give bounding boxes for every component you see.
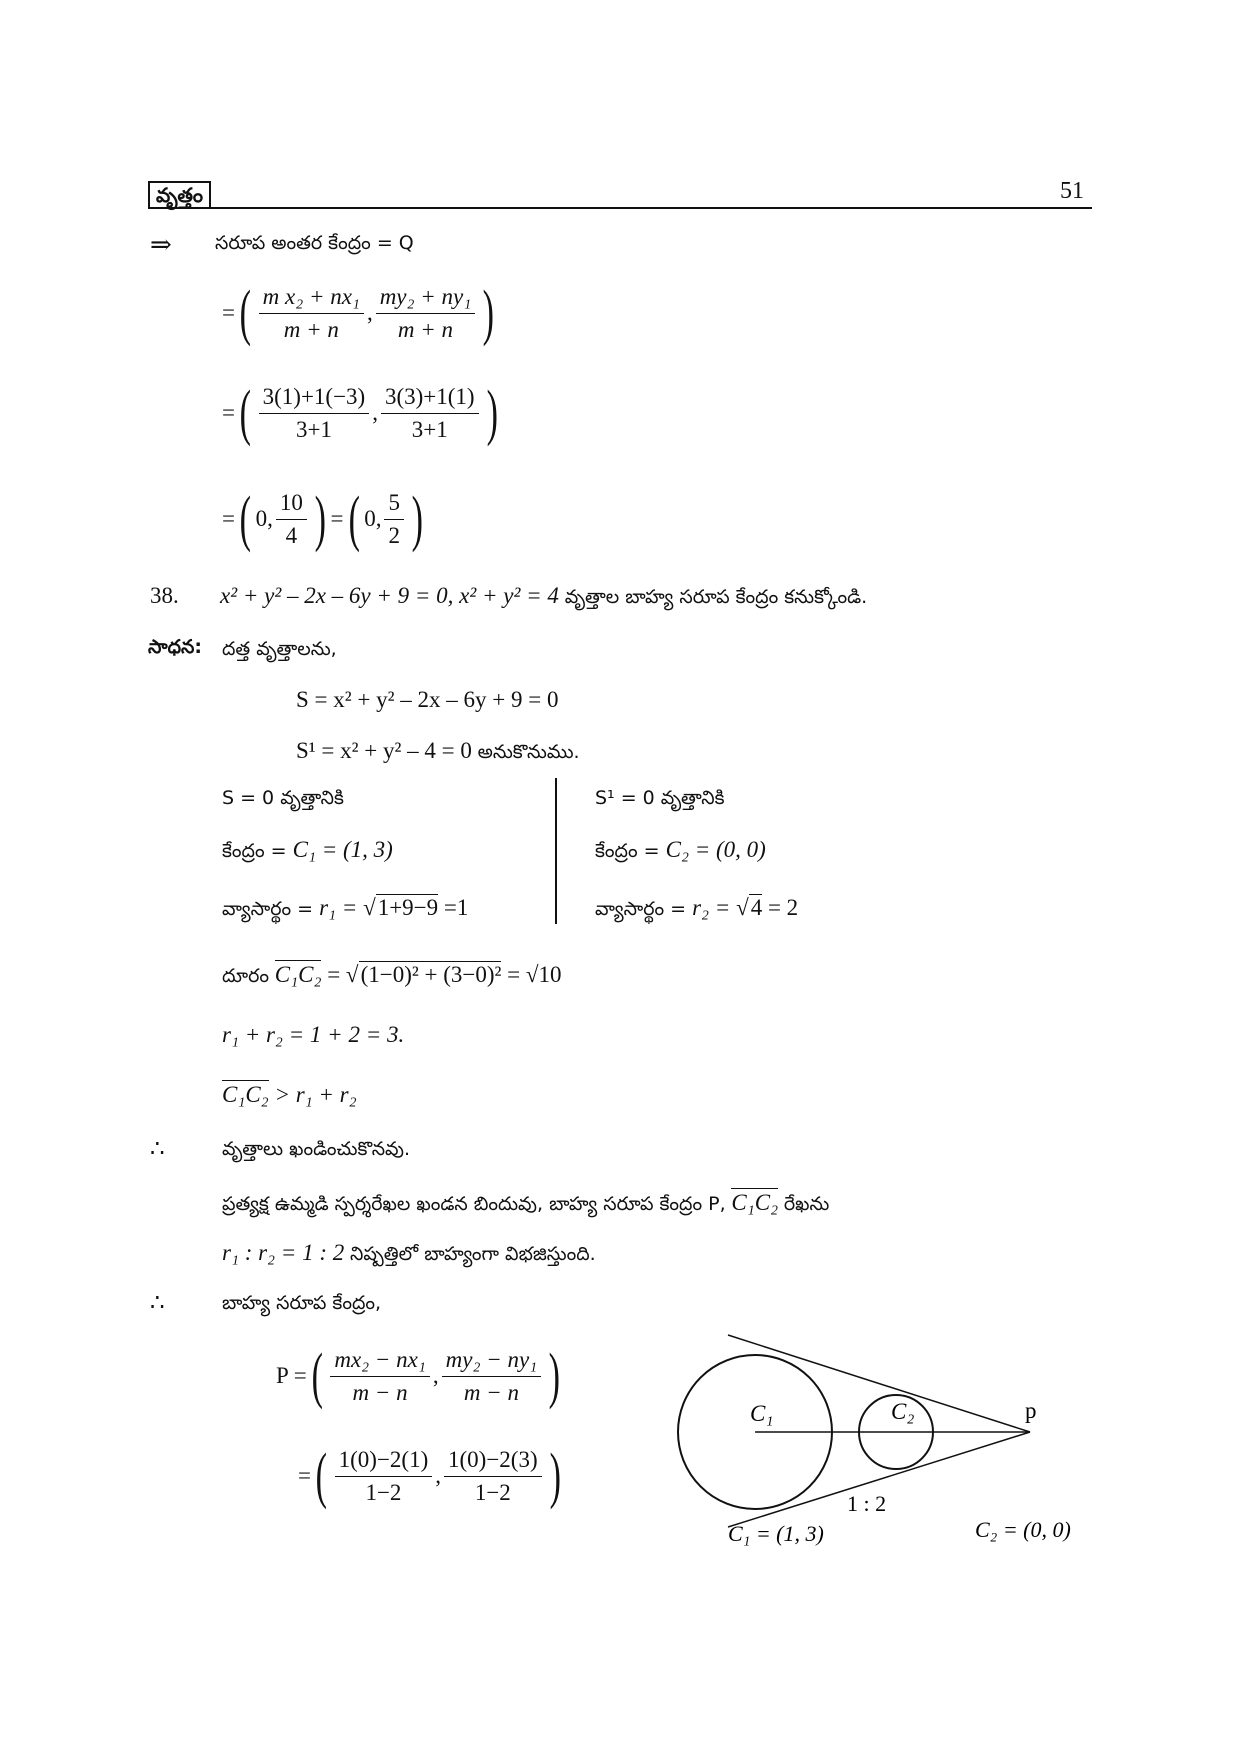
para-segment: C₁C₂ bbox=[731, 1190, 779, 1215]
centre-value: C₂ = (0, 0) bbox=[665, 837, 766, 862]
eq-sign: = bbox=[222, 300, 235, 325]
right-col-title: S¹ = 0 వృత్తానికి bbox=[595, 787, 725, 809]
P2-den-x: 1−2 bbox=[365, 1479, 402, 1505]
step3-a-den: 4 bbox=[285, 522, 298, 548]
formula-step1: = ( $\frac{\text{m x₂ + nx₁}}{m + n}$ , $\frac{\text{my₂ + ny₁}}{m + n}$ ) bbox=[222, 279, 495, 347]
para-text1: ప్రత్యక్ష ఉమ్మడి స్పర్శరేఖల ఖండన బిందువు, బాహ్య సరూప కేంద్రం P, bbox=[222, 1193, 726, 1215]
right-col-centre bbox=[595, 837, 766, 867]
radius-lhs: r₂ = bbox=[692, 895, 737, 920]
left-col-title: S = 0 వృత్తానికి bbox=[222, 787, 344, 809]
problem-statement bbox=[220, 583, 867, 613]
distance-label: దూరం bbox=[222, 965, 270, 987]
centre-label: కేంద్రం = bbox=[595, 840, 666, 862]
centre-value: C₁ = (1, 3) bbox=[292, 837, 393, 862]
step3-b-left: 0, bbox=[364, 506, 382, 531]
solution-intro: దత్త వృత్తాలను, bbox=[222, 638, 337, 660]
column-divider bbox=[555, 778, 557, 924]
label-p: p bbox=[1025, 1398, 1037, 1423]
P1-num-x: mx₂ − nx₁ bbox=[334, 1346, 426, 1372]
header-rule bbox=[148, 207, 1092, 209]
compare-rest: > r₁ + r₂ bbox=[274, 1082, 357, 1107]
step2-num-y: 3(3)+1(1) bbox=[381, 384, 479, 414]
step2-num-x: 3(1)+1(−3) bbox=[259, 384, 370, 414]
formula-step2: = ( $\frac{3(1)+1(-3)}{3+1}$ , $\frac{3(3)+1(1)}{3+1}$ ) bbox=[222, 379, 498, 447]
P1-den-y: m − n bbox=[463, 1379, 519, 1405]
step1-den-y: m + n bbox=[397, 316, 454, 342]
paragraph-line2 bbox=[222, 1240, 596, 1270]
compare-segment: C₁C₂ bbox=[222, 1082, 269, 1107]
radius-result: = 2 bbox=[767, 895, 799, 920]
radius-result: =1 bbox=[443, 895, 469, 920]
tangent-circles-diagram bbox=[660, 1320, 1090, 1580]
eq-sign: = bbox=[330, 506, 344, 531]
step3-b-den: 2 bbox=[388, 522, 400, 548]
right-col-radius: వ్యాసార్థం = r₂ = √4 = 2 bbox=[595, 895, 799, 920]
P1-num-y: my₂ − ny₁ bbox=[445, 1346, 538, 1372]
radius-sqrt: 4 bbox=[750, 895, 763, 920]
P1-den-x: m − n bbox=[352, 1379, 408, 1405]
left-col-radius: వ్యాసార్థం = r₁ = √1+9−9 =1 bbox=[222, 895, 469, 920]
paragraph-line1 bbox=[222, 1190, 829, 1220]
step3-a-num: 10 bbox=[276, 490, 307, 520]
para-ratio: r₁ : r₂ = 1 : 2 bbox=[222, 1240, 345, 1265]
solution-label: సాధన: bbox=[148, 636, 202, 658]
step2-den-y: 3+1 bbox=[411, 416, 448, 442]
internal-centre-lead: సరూప అంతర కేంద్రం = Q bbox=[215, 232, 414, 254]
distance-segment: C₁C₂ bbox=[274, 962, 322, 987]
S1-equation: S¹ = x² + y² – 4 = 0 bbox=[296, 738, 472, 763]
problem-text: వృత్తాల బాహ్య సరూప కేంద్రం కనుక్కోండి. bbox=[564, 586, 868, 608]
eq-sign: = bbox=[222, 506, 235, 531]
radius-sqrt: 1+9−9 bbox=[377, 895, 439, 920]
left-col-centre bbox=[222, 837, 393, 867]
eq-sign: = bbox=[298, 1463, 311, 1488]
problem-number: 38. bbox=[150, 583, 179, 608]
distance-result: = √10 bbox=[507, 962, 562, 987]
comparison bbox=[222, 1082, 357, 1108]
step2-den-x: 3+1 bbox=[295, 416, 332, 442]
sum-radii: r₁ + r₂ = 1 + 2 = 3. bbox=[222, 1022, 405, 1047]
P-formula-step2: = ( $\frac{1(0)-2(1)}{1-2}$ , $\frac{1(0)-2(3)}{1-2}$ ) bbox=[298, 1442, 561, 1510]
radius-lhs: r₁ = bbox=[319, 895, 364, 920]
conclusion-2: బాహ్య సరూప కేంద్రం, bbox=[222, 1292, 382, 1314]
c2-coordinate: C₂ = (0, 0) bbox=[975, 1517, 1071, 1542]
step1-den-x: m + n bbox=[283, 316, 339, 342]
step3-a-left: 0, bbox=[255, 506, 273, 531]
step3-b-num: 5 bbox=[384, 490, 404, 520]
label-c2: C₂ bbox=[891, 1399, 915, 1424]
implies-symbol: ⇒ bbox=[150, 230, 172, 259]
radius-label: వ్యాసార్థం = bbox=[595, 898, 693, 920]
S-definition: S = x² + y² – 2x – 6y + 9 = 0 bbox=[296, 687, 559, 712]
eq-sign: = bbox=[222, 400, 235, 425]
radius-label: వ్యాసార్థం = bbox=[222, 898, 320, 920]
P2-den-y: 1−2 bbox=[474, 1479, 511, 1505]
chapter-title: వృత్తం bbox=[148, 181, 211, 209]
S1-suffix: అనుకొనుము. bbox=[477, 741, 580, 763]
c1-coordinate: C₁ = (1, 3) bbox=[728, 1521, 824, 1546]
ratio-label: 1 : 2 bbox=[847, 1491, 887, 1516]
para-text2: నిష్పత్తిలో బాహ్యంగా విభజిస్తుంది. bbox=[349, 1243, 596, 1265]
P2-num-y: 1(0)−2(3) bbox=[444, 1447, 542, 1477]
P-formula-step1: P = ( $\frac{\text{mx₂ − nx₁}}{m - n}$ , $\frac{\text{my₂ − ny₁}}{m - n}$ ) bbox=[276, 1342, 561, 1410]
distance-line: దూరం C₁C₂ = √(1−0)² + (3−0)² = √10 bbox=[222, 962, 562, 987]
P2-num-x: 1(0)−2(1) bbox=[335, 1447, 433, 1477]
centre-label: కేంద్రం = bbox=[222, 840, 293, 862]
para-text1b: రేఖను bbox=[783, 1193, 830, 1215]
S1-definition bbox=[296, 738, 580, 768]
step1-num-y: my₂ + ny₁ bbox=[379, 283, 472, 309]
formula-step3: = ( 0, $\frac{10}{4}$ ) = ( 0, $\frac{5}{2}$ ) bbox=[222, 485, 423, 553]
step1-num-x: m x₂ + nx₁ bbox=[262, 283, 360, 309]
P-label: P = bbox=[276, 1363, 307, 1388]
page-number: 51 bbox=[1060, 178, 1084, 204]
label-c1: C₁ bbox=[750, 1401, 774, 1426]
distance-expr: (1−0)² + (3−0)² bbox=[360, 962, 502, 987]
problem-equation: x² + y² – 2x – 6y + 9 = 0, x² + y² = 4 bbox=[220, 583, 559, 608]
conclusion-1: వృత్తాలు ఖండించుకొనవు. bbox=[222, 1138, 411, 1160]
therefore-2: ∴ bbox=[150, 1290, 165, 1315]
therefore-1: ∴ bbox=[150, 1136, 165, 1161]
